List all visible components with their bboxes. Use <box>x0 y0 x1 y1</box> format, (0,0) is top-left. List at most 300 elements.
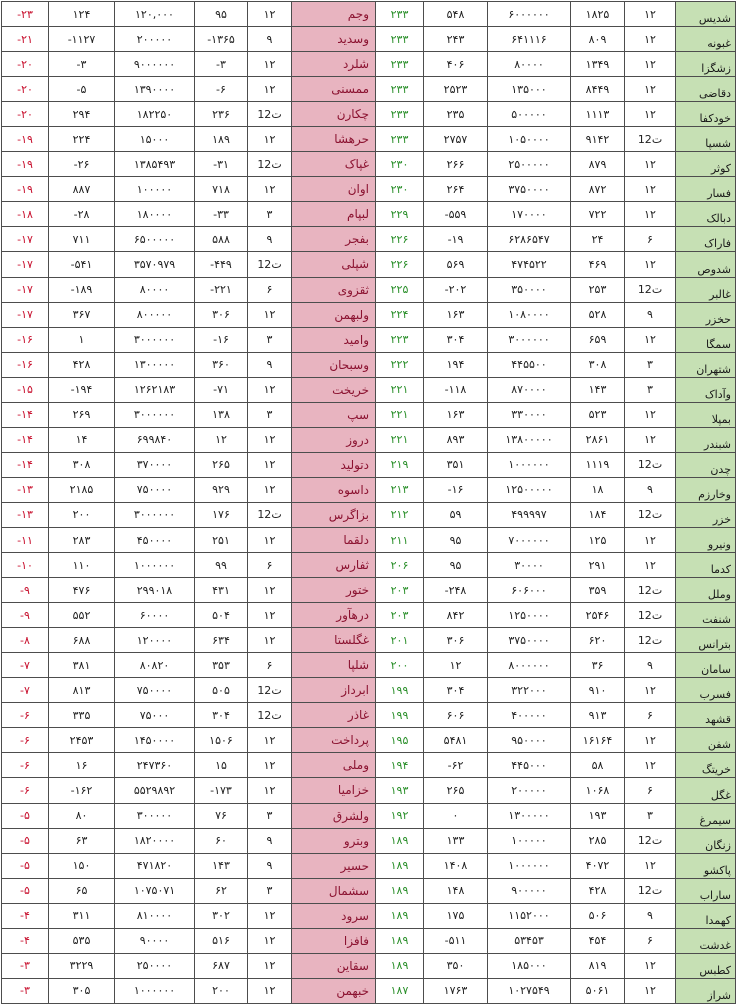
change-value-cell: -۵ <box>2 878 49 903</box>
change-value-cell: -۱۹ <box>2 152 49 177</box>
eps-value-cell: -۷۱ <box>195 377 248 402</box>
eps-change-cell: ۲۲۴ <box>49 127 115 152</box>
capital-amount-cell: ۵۵۲۹۸۹۲ <box>115 778 195 803</box>
eps-value-cell: ۵۰۴ <box>195 603 248 628</box>
table-row <box>2 728 736 753</box>
eps-change-cell: ۳۱۱ <box>49 903 115 928</box>
table-row <box>2 903 736 928</box>
symbol-right-cell: درهآور <box>292 603 376 628</box>
capital-amount-cell: ۳۰۰۰۰۰۰ <box>115 327 195 352</box>
fiscal-month-right-cell: 12ت <box>625 452 676 477</box>
change-value-cell: -۱۶ <box>2 352 49 377</box>
score-value-cell: ۱۸۹ <box>376 928 424 953</box>
eps-right-cell: ۹۱۴۲ <box>571 127 625 152</box>
prev-eps-cell: -۵۱۱ <box>424 928 488 953</box>
eps-value-cell: -۱۳۶۵ <box>195 27 248 52</box>
prev-eps-cell: ۴۰۶ <box>424 52 488 77</box>
capital-right-cell: ۱۰۰۰۰۰۰ <box>488 853 571 878</box>
eps-value-cell: -۶ <box>195 77 248 102</box>
symbol-right-cell: ابرداز <box>292 678 376 703</box>
fiscal-month-cell: ۹ <box>248 828 292 853</box>
eps-value-cell: ۵۸۸ <box>195 227 248 252</box>
symbol-left-cell: شبندر <box>676 427 736 452</box>
symbol-left-cell: شنفت <box>676 603 736 628</box>
prev-eps-cell: ۵۶۹ <box>424 252 488 277</box>
change-value-cell: -۲۰ <box>2 52 49 77</box>
fiscal-month-right-cell: ۱۲ <box>625 177 676 202</box>
capital-right-cell: ۷۰۰۰۰۰۰ <box>488 527 571 552</box>
fiscal-month-right-cell: ۳ <box>625 377 676 402</box>
symbol-left-cell: حخزر <box>676 302 736 327</box>
symbol-left-cell: کدما <box>676 553 736 578</box>
fiscal-month-right-cell: ۱۲ <box>625 427 676 452</box>
eps-value-cell: ۱۳۸ <box>195 402 248 427</box>
capital-right-cell: ۱۱۵۲۰۰۰ <box>488 903 571 928</box>
score-value-cell: ۱۹۴ <box>376 753 424 778</box>
prev-eps-cell: ۱۳۳ <box>424 828 488 853</box>
symbol-left-cell: شفن <box>676 728 736 753</box>
symbol-left-cell: قشهد <box>676 703 736 728</box>
capital-amount-cell: ۲۴۷۳۶۰ <box>115 753 195 778</box>
symbol-right-cell: حرهشا <box>292 127 376 152</box>
prev-eps-cell: ۵۹ <box>424 502 488 527</box>
change-value-cell: -۴ <box>2 928 49 953</box>
fiscal-month-right-cell: ۶ <box>625 703 676 728</box>
eps-change-cell: ۲۸۳ <box>49 527 115 552</box>
prev-eps-cell: -۲۴۸ <box>424 578 488 603</box>
capital-right-cell: ۶۰۰۰۰۰۰ <box>488 2 571 27</box>
score-value-cell: ۲۲۶ <box>376 227 424 252</box>
capital-amount-cell: ۳۰۰۰۰۰۰ <box>115 402 195 427</box>
eps-change-cell: ۸۰ <box>49 803 115 828</box>
table-row <box>2 502 736 527</box>
eps-right-cell: ۱۱۱۹ <box>571 452 625 477</box>
score-value-cell: ۲۰۳ <box>376 603 424 628</box>
change-value-cell: -۱۷ <box>2 277 49 302</box>
capital-amount-cell: ۹۰۰۰۰۰۰ <box>115 52 195 77</box>
capital-right-cell: ۳۳۰۰۰۰ <box>488 402 571 427</box>
fiscal-month-cell: ۳ <box>248 878 292 903</box>
fiscal-month-cell: ۱۲ <box>248 978 292 1003</box>
prev-eps-cell: -۵۵۹ <box>424 202 488 227</box>
eps-change-cell: ۳۸۱ <box>49 653 115 678</box>
eps-change-cell: ۱۵۰ <box>49 853 115 878</box>
eps-right-cell: ۹۱۳ <box>571 703 625 728</box>
symbol-left-cell: سیمرغ <box>676 803 736 828</box>
fiscal-month-cell: ۱۲ <box>248 628 292 653</box>
change-value-cell: -۷ <box>2 678 49 703</box>
change-value-cell: -۱۱ <box>2 527 49 552</box>
eps-change-cell: -۲۶ <box>49 152 115 177</box>
score-value-cell: ۲۲۱ <box>376 402 424 427</box>
eps-change-cell: ۴۷۶ <box>49 578 115 603</box>
table-row <box>2 177 736 202</box>
eps-value-cell: ۹۵ <box>195 2 248 27</box>
score-value-cell: ۱۸۹ <box>376 828 424 853</box>
symbol-right-cell: ثفارس <box>292 553 376 578</box>
change-value-cell: -۹ <box>2 603 49 628</box>
change-value-cell: -۲۰ <box>2 77 49 102</box>
symbol-left-cell: خریتگ <box>676 753 736 778</box>
score-value-cell: ۱۸۹ <box>376 878 424 903</box>
change-value-cell: -۵ <box>2 853 49 878</box>
score-value-cell: ۲۲۵ <box>376 277 424 302</box>
eps-value-cell: ۶۲ <box>195 878 248 903</box>
eps-change-cell: ۶۸۸ <box>49 628 115 653</box>
table-row <box>2 803 736 828</box>
eps-change-cell: ۲۹۴ <box>49 102 115 127</box>
score-value-cell: ۱۸۹ <box>376 903 424 928</box>
prev-eps-cell: -۶۲ <box>424 753 488 778</box>
capital-right-cell: ۲۵۰۰۰۰۰ <box>488 152 571 177</box>
capital-amount-cell: ۳۰۰۰۰۰ <box>115 803 195 828</box>
table-row <box>2 678 736 703</box>
capital-amount-cell: ۶۹۹۸۴۰ <box>115 427 195 452</box>
eps-value-cell: ۱۴۳ <box>195 853 248 878</box>
eps-change-cell: ۴۲۸ <box>49 352 115 377</box>
capital-right-cell: ۴۰۰۰۰۰ <box>488 703 571 728</box>
prev-eps-cell: ۲۷۵۷ <box>424 127 488 152</box>
fiscal-month-right-cell: 12ت <box>625 878 676 903</box>
symbol-right-cell: بفجر <box>292 227 376 252</box>
fiscal-month-cell: ۱۲ <box>248 753 292 778</box>
prev-eps-cell: ۸۹۳ <box>424 427 488 452</box>
eps-value-cell: ۹۹ <box>195 553 248 578</box>
symbol-left-cell: فاراک <box>676 227 736 252</box>
prev-eps-cell: ۲۳۵ <box>424 102 488 127</box>
symbol-left-cell: شتهران <box>676 352 736 377</box>
capital-right-cell: ۱۲۵۰۰۰۰۰ <box>488 477 571 502</box>
capital-amount-cell: ۲۹۹۰۱۸ <box>115 578 195 603</box>
fiscal-month-right-cell: 12ت <box>625 628 676 653</box>
fiscal-month-cell: ۱۲ <box>248 928 292 953</box>
capital-amount-cell: ۷۵۰۰۰۰ <box>115 477 195 502</box>
fiscal-month-cell: ۱۲ <box>248 953 292 978</box>
change-value-cell: -۶ <box>2 778 49 803</box>
capital-right-cell: ۲۰۰۰۰۰ <box>488 778 571 803</box>
eps-right-cell: ۴۰۷۲ <box>571 853 625 878</box>
eps-change-cell: ۵۵۲ <box>49 603 115 628</box>
eps-value-cell: -۳۳ <box>195 202 248 227</box>
eps-change-cell: ۲۶۹ <box>49 402 115 427</box>
prev-eps-cell: ۳۰۴ <box>424 327 488 352</box>
table-row <box>2 628 736 653</box>
fiscal-month-cell: ۱۲ <box>248 728 292 753</box>
fiscal-month-right-cell: ۱۲ <box>625 77 676 102</box>
fiscal-month-cell: ۹ <box>248 352 292 377</box>
table-row <box>2 953 736 978</box>
score-value-cell: ۲۳۳ <box>376 27 424 52</box>
capital-amount-cell: ۱۳۹۰۰۰۰ <box>115 77 195 102</box>
symbol-right-cell: لبپام <box>292 202 376 227</box>
symbol-left-cell: فسار <box>676 177 736 202</box>
fiscal-month-right-cell: ۹ <box>625 903 676 928</box>
score-value-cell: ۲۲۶ <box>376 252 424 277</box>
change-value-cell: -۱۳ <box>2 502 49 527</box>
eps-value-cell: ۷۱۸ <box>195 177 248 202</box>
eps-change-cell: ۶۵ <box>49 878 115 903</box>
table-row <box>2 152 736 177</box>
fiscal-month-right-cell: ۶ <box>625 928 676 953</box>
fiscal-month-cell: ۶ <box>248 553 292 578</box>
eps-value-cell: -۳ <box>195 52 248 77</box>
symbol-left-cell: زنگان <box>676 828 736 853</box>
change-value-cell: -۱۵ <box>2 377 49 402</box>
eps-value-cell: -۳۱ <box>195 152 248 177</box>
table-row <box>2 227 736 252</box>
symbol-left-cell: شدوص <box>676 252 736 277</box>
table-row <box>2 402 736 427</box>
change-value-cell: -۱۹ <box>2 127 49 152</box>
eps-value-cell: ۱۸۹ <box>195 127 248 152</box>
capital-right-cell: ۱۰۰۰۰۰۰ <box>488 452 571 477</box>
fiscal-month-cell: ۳ <box>248 327 292 352</box>
table-row <box>2 527 736 552</box>
score-value-cell: ۲۲۲ <box>376 352 424 377</box>
table-row <box>2 202 736 227</box>
prev-eps-cell: -۱۹ <box>424 227 488 252</box>
eps-right-cell: ۵۲۳ <box>571 402 625 427</box>
symbol-right-cell: وسدید <box>292 27 376 52</box>
capital-right-cell: ۴۴۵۵۰۰ <box>488 352 571 377</box>
eps-change-cell: ۶۳ <box>49 828 115 853</box>
fiscal-month-cell: 12ت <box>248 152 292 177</box>
symbol-left-cell: کوثر <box>676 152 736 177</box>
eps-change-cell: ۱ <box>49 327 115 352</box>
symbol-right-cell: شپلی <box>292 252 376 277</box>
capital-right-cell: ۹۵۰۰۰۰ <box>488 728 571 753</box>
symbol-right-cell: ولشرق <box>292 803 376 828</box>
table-row <box>2 603 736 628</box>
symbol-left-cell: زشگزا <box>676 52 736 77</box>
table-row <box>2 978 736 1003</box>
eps-right-cell: ۲۸۵ <box>571 828 625 853</box>
eps-right-cell: ۵۲۸ <box>571 302 625 327</box>
prev-eps-cell: ۳۵۰ <box>424 953 488 978</box>
change-value-cell: -۷ <box>2 653 49 678</box>
symbol-right-cell: خبهمن <box>292 978 376 1003</box>
eps-change-cell: ۱۶ <box>49 753 115 778</box>
capital-amount-cell: ۱۰۰۰۰۰۰ <box>115 978 195 1003</box>
capital-right-cell: ۳۲۲۰۰۰ <box>488 678 571 703</box>
prev-eps-cell: ۱۷۵ <box>424 903 488 928</box>
eps-right-cell: ۵۰۶۱ <box>571 978 625 1003</box>
fiscal-month-cell: ۱۲ <box>248 578 292 603</box>
fiscal-month-cell: ۳ <box>248 402 292 427</box>
symbol-right-cell: داسوه <box>292 477 376 502</box>
eps-change-cell: ۳۰۸ <box>49 452 115 477</box>
table-row <box>2 753 736 778</box>
table-row <box>2 102 736 127</box>
table-row <box>2 277 736 302</box>
capital-right-cell: ۳۰۰۰۰ <box>488 553 571 578</box>
eps-right-cell: ۲۵۴۶ <box>571 603 625 628</box>
capital-right-cell: ۳۰۰۰۰۰۰ <box>488 327 571 352</box>
symbol-left-cell: کهمدا <box>676 903 736 928</box>
score-value-cell: ۱۸۷ <box>376 978 424 1003</box>
table-row <box>2 27 736 52</box>
eps-right-cell: ۱۰۶۸ <box>571 778 625 803</box>
change-value-cell: -۱۰ <box>2 553 49 578</box>
capital-right-cell: ۴۴۵۰۰۰ <box>488 753 571 778</box>
capital-amount-cell: ۳۰۰۰۰۰۰ <box>115 502 195 527</box>
eps-right-cell: ۹۱۰ <box>571 678 625 703</box>
capital-amount-cell: ۸۰۰۰۰۰ <box>115 302 195 327</box>
capital-amount-cell: ۱۸۲۰۰۰۰ <box>115 828 195 853</box>
eps-value-cell: ۱۷۶ <box>195 502 248 527</box>
symbol-right-cell: شلپا <box>292 653 376 678</box>
score-value-cell: ۱۸۹ <box>376 853 424 878</box>
capital-amount-cell: ۶۰۰۰۰ <box>115 603 195 628</box>
symbol-right-cell: دتولید <box>292 452 376 477</box>
eps-right-cell: ۷۲۲ <box>571 202 625 227</box>
symbol-left-cell: شسپا <box>676 127 736 152</box>
eps-change-cell: ۱۱۰ <box>49 553 115 578</box>
fiscal-month-right-cell: 12ت <box>625 603 676 628</box>
score-value-cell: ۱۹۲ <box>376 803 424 828</box>
prev-eps-cell: ۲۶۴ <box>424 177 488 202</box>
capital-amount-cell: ۱۸۲۲۵۰ <box>115 102 195 127</box>
score-value-cell: ۲۳۳ <box>376 102 424 127</box>
capital-right-cell: ۶۰۶۰۰۰ <box>488 578 571 603</box>
symbol-right-cell: اوان <box>292 177 376 202</box>
prev-eps-cell: ۱۹۴ <box>424 352 488 377</box>
change-value-cell: -۶ <box>2 753 49 778</box>
prev-eps-cell: ۶۰۶ <box>424 703 488 728</box>
prev-eps-cell: ۹۵ <box>424 527 488 552</box>
eps-change-cell: ۳۰۵ <box>49 978 115 1003</box>
eps-right-cell: ۱۸ <box>571 477 625 502</box>
prev-eps-cell: ۲۴۳ <box>424 27 488 52</box>
eps-right-cell: ۴۲۸ <box>571 878 625 903</box>
change-value-cell: -۶ <box>2 728 49 753</box>
capital-right-cell: ۵۳۴۵۳ <box>488 928 571 953</box>
table-row <box>2 302 736 327</box>
capital-amount-cell: ۱۲۰,۰۰۰ <box>115 2 195 27</box>
prev-eps-cell: ۱۶۳ <box>424 302 488 327</box>
eps-right-cell: ۶۲۰ <box>571 628 625 653</box>
symbol-right-cell: غپاک <box>292 152 376 177</box>
eps-value-cell: ۷۶ <box>195 803 248 828</box>
capital-right-cell: ۶۴۱۱۱۶ <box>488 27 571 52</box>
fiscal-month-cell: ۱۲ <box>248 127 292 152</box>
eps-right-cell: ۲۹۱ <box>571 553 625 578</box>
fiscal-month-right-cell: ۱۲ <box>625 152 676 177</box>
eps-right-cell: ۱۸۴ <box>571 502 625 527</box>
fiscal-month-right-cell: ۳ <box>625 803 676 828</box>
capital-amount-cell: ۱۵۰۰۰ <box>115 127 195 152</box>
capital-amount-cell: ۷۵۰۰۰ <box>115 703 195 728</box>
change-value-cell: -۴ <box>2 903 49 928</box>
symbol-left-cell: شدیس <box>676 2 736 27</box>
eps-value-cell: ۳۰۶ <box>195 302 248 327</box>
table-body <box>2 2 736 1004</box>
fiscal-month-cell: ۹ <box>248 853 292 878</box>
symbol-right-cell: خریخت <box>292 377 376 402</box>
fiscal-month-right-cell: ۱۲ <box>625 853 676 878</box>
symbol-right-cell: وسبحان <box>292 352 376 377</box>
symbol-left-cell: وخارزم <box>676 477 736 502</box>
fiscal-month-right-cell: ۱۲ <box>625 978 676 1003</box>
symbol-left-cell: وملل <box>676 578 736 603</box>
fiscal-month-right-cell: ۹ <box>625 477 676 502</box>
eps-value-cell: ۳۰۴ <box>195 703 248 728</box>
fiscal-month-right-cell: ۱۲ <box>625 553 676 578</box>
prev-eps-cell: ۲۶۶ <box>424 152 488 177</box>
fiscal-month-cell: ۱۲ <box>248 52 292 77</box>
capital-amount-cell: ۱۲۶۲۱۸۳ <box>115 377 195 402</box>
eps-right-cell: ۸۷۹ <box>571 152 625 177</box>
capital-amount-cell: ۸۰۰۰۰ <box>115 277 195 302</box>
fiscal-month-cell: ۱۲ <box>248 177 292 202</box>
fiscal-month-right-cell: 12ت <box>625 828 676 853</box>
table-row <box>2 427 736 452</box>
score-value-cell: ۲۱۳ <box>376 477 424 502</box>
change-value-cell: -۱۷ <box>2 302 49 327</box>
symbol-left-cell: پاکشو <box>676 853 736 878</box>
capital-right-cell: ۹۰۰۰۰۰ <box>488 878 571 903</box>
eps-value-cell: ۳۰۲ <box>195 903 248 928</box>
score-value-cell: ۲۲۳ <box>376 327 424 352</box>
capital-right-cell: ۱۷۰۰۰۰ <box>488 202 571 227</box>
symbol-right-cell: ثقزوی <box>292 277 376 302</box>
change-value-cell: -۱۴ <box>2 427 49 452</box>
fiscal-month-cell: ۶ <box>248 277 292 302</box>
capital-right-cell: ۳۷۵۰۰۰۰ <box>488 628 571 653</box>
eps-value-cell: -۱۶ <box>195 327 248 352</box>
stock-table <box>1 1 736 1004</box>
capital-amount-cell: ۱۰۰۰۰۰ <box>115 177 195 202</box>
fiscal-month-right-cell: ۱۲ <box>625 102 676 127</box>
prev-eps-cell: ۹۵ <box>424 553 488 578</box>
fiscal-month-cell: 12ت <box>248 252 292 277</box>
score-value-cell: ۲۳۳ <box>376 52 424 77</box>
prev-eps-cell: ۱۴۰۸ <box>424 853 488 878</box>
capital-right-cell: ۱۰۵۰۰۰۰ <box>488 127 571 152</box>
score-value-cell: ۲۰۳ <box>376 578 424 603</box>
symbol-left-cell: غالبر <box>676 277 736 302</box>
change-value-cell: -۹ <box>2 578 49 603</box>
eps-change-cell: -۵ <box>49 77 115 102</box>
symbol-left-cell: بمپلا <box>676 402 736 427</box>
capital-amount-cell: ۹۰۰۰۰ <box>115 928 195 953</box>
capital-amount-cell: ۳۷۰۰۰۰ <box>115 452 195 477</box>
change-value-cell: -۱۶ <box>2 327 49 352</box>
change-value-cell: -۱۴ <box>2 452 49 477</box>
score-value-cell: ۱۹۵ <box>376 728 424 753</box>
eps-value-cell: ۵۰۵ <box>195 678 248 703</box>
table-row <box>2 352 736 377</box>
eps-change-cell: ۲۴۵۳ <box>49 728 115 753</box>
eps-right-cell: ۶۵۹ <box>571 327 625 352</box>
eps-right-cell: ۸۷۲ <box>571 177 625 202</box>
capital-right-cell: ۸۰۰۰۰ <box>488 52 571 77</box>
prev-eps-cell: ۲۶۵ <box>424 778 488 803</box>
score-value-cell: ۲۳۳ <box>376 77 424 102</box>
symbol-left-cell: وآداک <box>676 377 736 402</box>
symbol-left-cell: کطبس <box>676 953 736 978</box>
table-row <box>2 928 736 953</box>
change-value-cell: -۲۱ <box>2 27 49 52</box>
prev-eps-cell: ۱۷۶۳ <box>424 978 488 1003</box>
eps-right-cell: ۱۳۴۹ <box>571 52 625 77</box>
capital-right-cell: ۸۰۰۰۰۰۰ <box>488 653 571 678</box>
fiscal-month-right-cell: ۶ <box>625 227 676 252</box>
eps-change-cell: -۱۸۹ <box>49 277 115 302</box>
change-value-cell: -۱۸ <box>2 202 49 227</box>
score-value-cell: ۲۰۱ <box>376 628 424 653</box>
prev-eps-cell: ۳۵۱ <box>424 452 488 477</box>
